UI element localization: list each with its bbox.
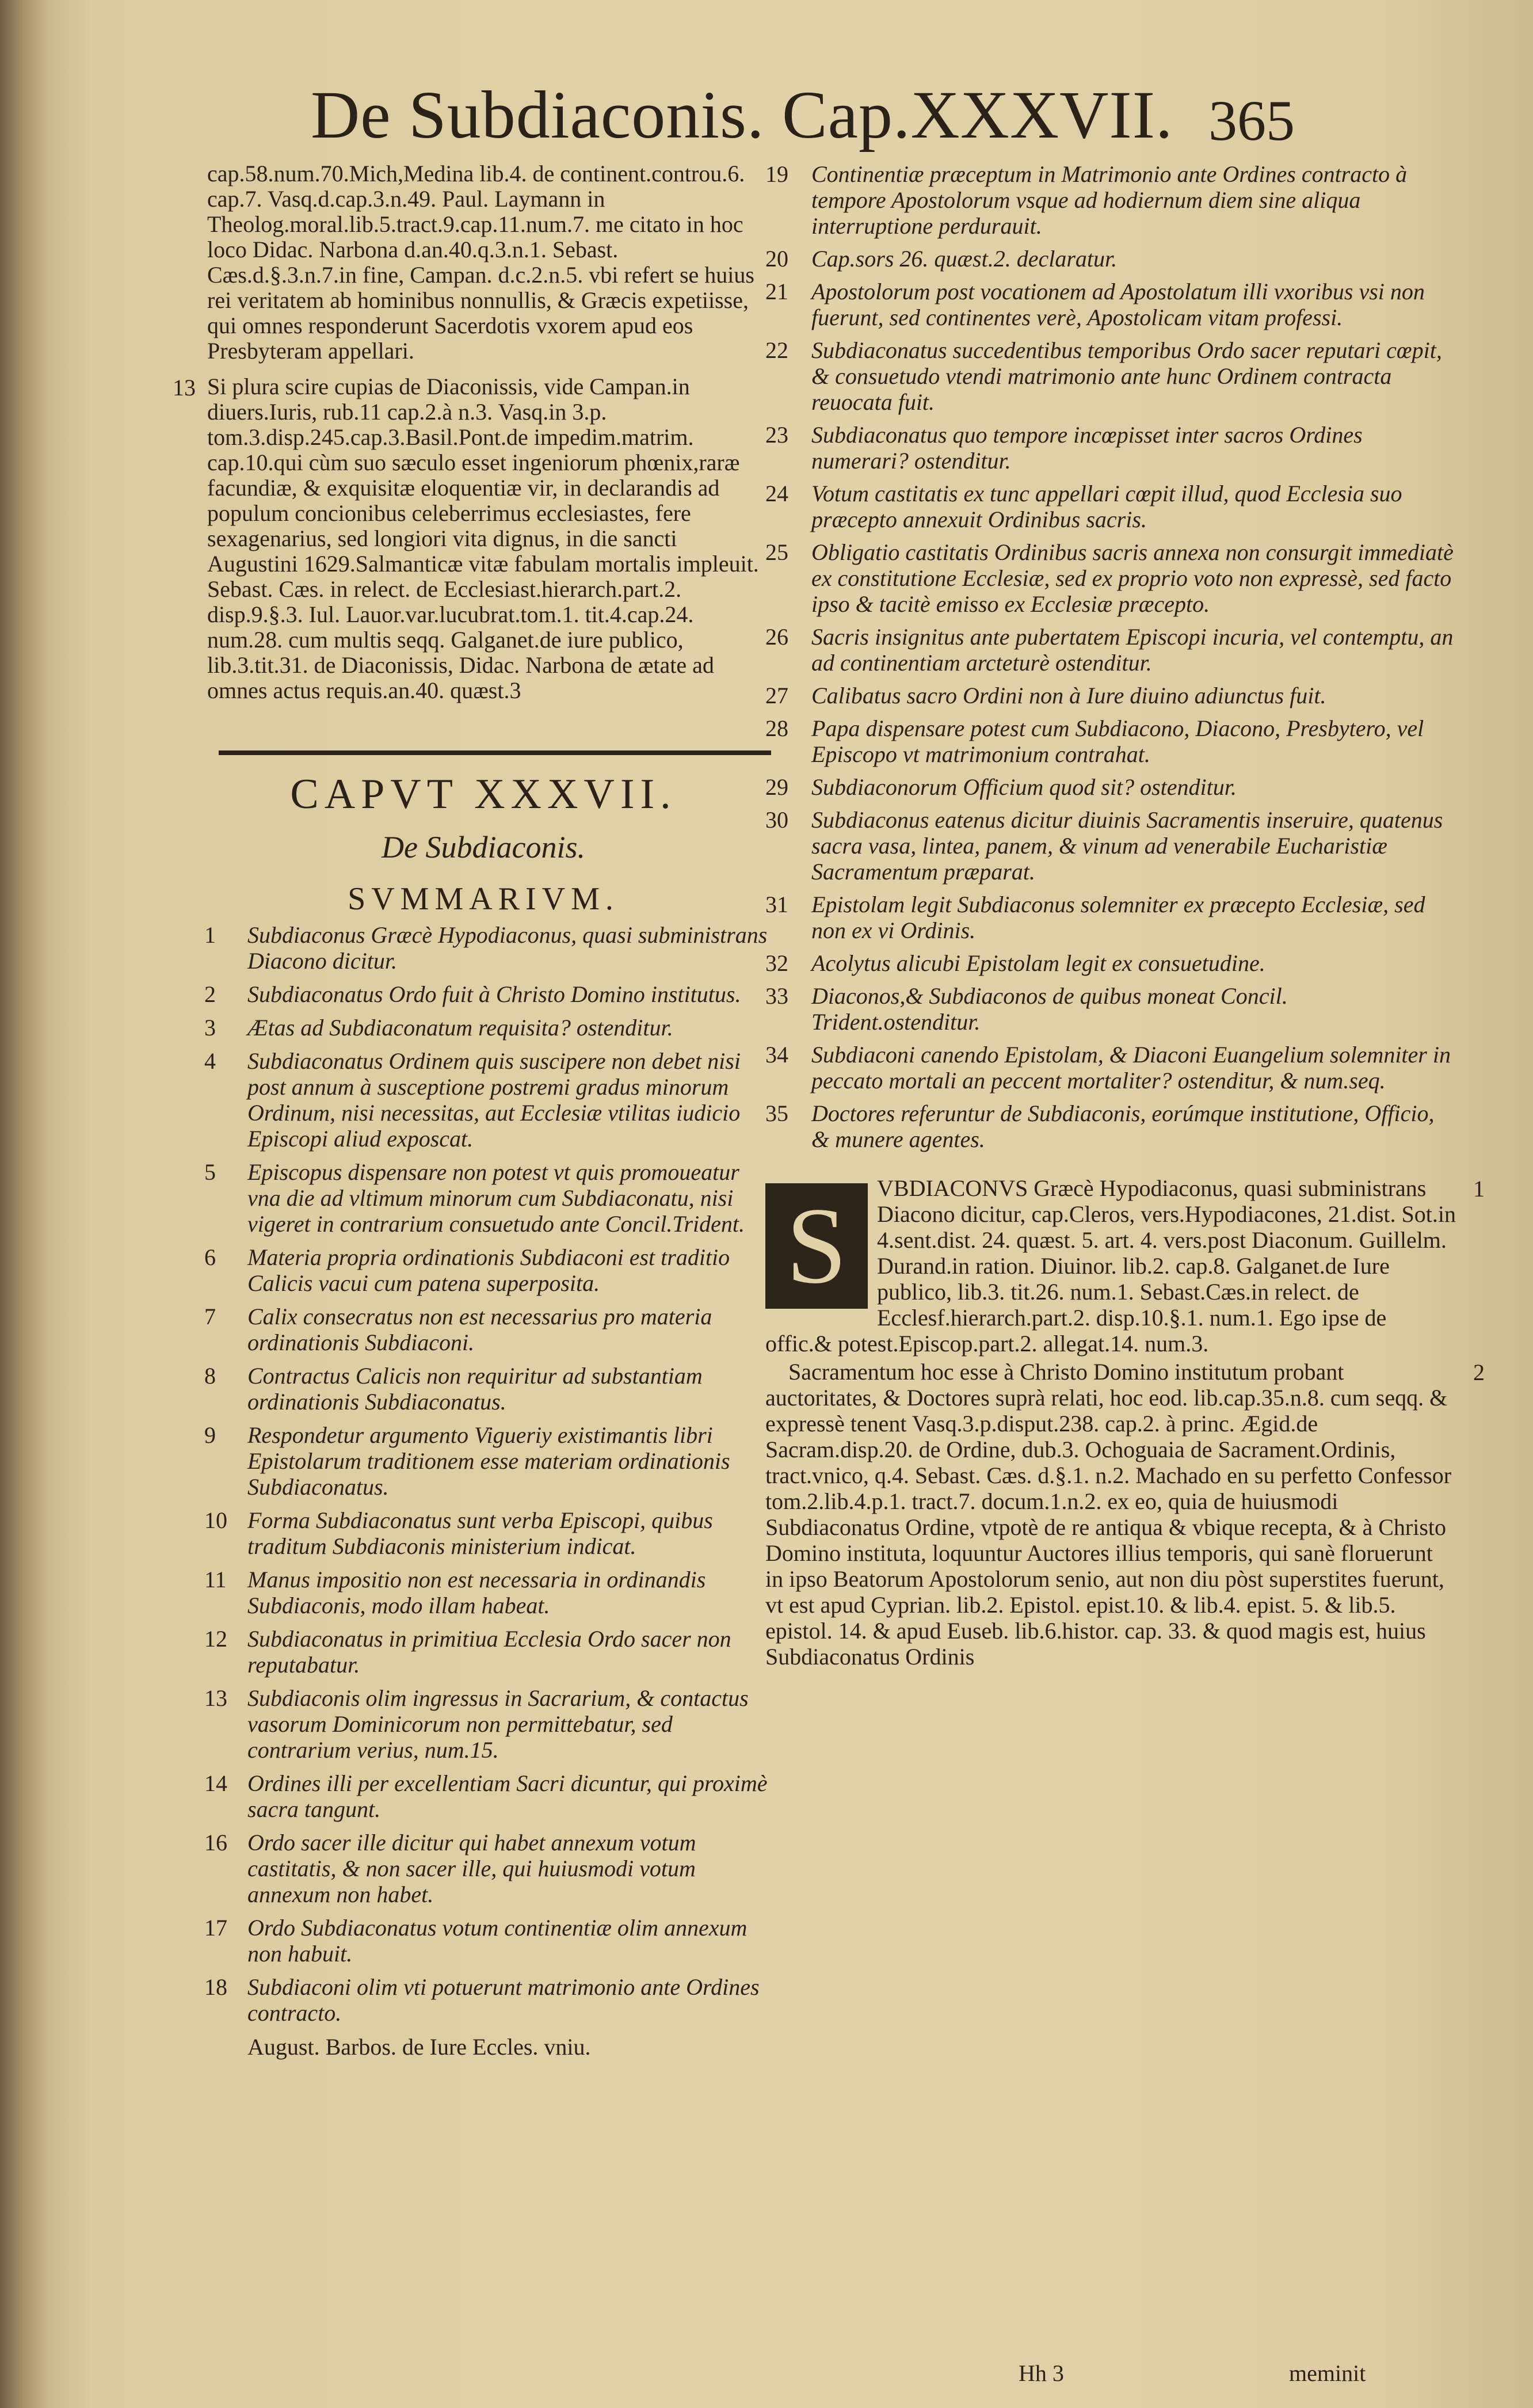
- summary-item-number: 8: [204, 1363, 216, 1389]
- summary-item-text: Ordo Subdiaconatus votum continentiæ olim annexum non habuit.: [247, 1915, 748, 1967]
- summary-item-text: Ætas ad Subdiaconatum requisita? ostenditur.: [247, 1015, 673, 1041]
- body-paragraph-1: [765, 1175, 1485, 1357]
- summary-item: [196, 1915, 771, 1967]
- summary-item: [765, 774, 1456, 800]
- paragraph-2-text: Sacramentum hoc esse à Christo Domino institutum probant auctoritates, & Doctores suprà relati, hoc eod. lib.cap.35.n.8. cum seqq. & expressè tenent Vasq.3.p.disput.238. cap.2. à princ. Ægid.de Sacram.disp.20. de Ordine, dub.3. Ochoguaia de Sacrament.Ordinis, tract.vnico, q.4. Sebast. Cæs. d.§.1. n.2. Machado en su perfetto Confessor tom.2.lib.4.p.1. tract.7. docum.1.n.2. ex eo, quia de huiusmodi Subdiaconatus Ordine, vtpotè de re antiqua & vbique recepta, & à Christo Domino instituta, loquuntur Auctores illius temporis, qui sanè floruerunt in ipso Beatorum Apostolorum senio, aut non diu pòst superstites fuerunt, vt est apud Cyprian. lib.2. Epistol. epist.10. & lib.4. epist. 5. & lib.5. epistol. 14. & apud Euseb. lib.6.histor. cap. 33. & quod magis est, huius Subdiaconatus Ordinis: [765, 1359, 1452, 1670]
- summary-item-number: 2: [204, 981, 216, 1007]
- summary-item-number: 7: [204, 1304, 216, 1329]
- summary-list-left: [196, 922, 771, 2026]
- summary-item-text: Papa dispensare potest cum Subdiacono, Diacono, Presbytero, vel Episcopo vt matrimonium contrahat.: [811, 715, 1424, 767]
- summary-item-number: 31: [765, 891, 788, 917]
- summary-item-number: 27: [765, 683, 788, 708]
- summary-item-text: Subdiaconatus Ordo fuit à Christo Domino institutus.: [247, 981, 741, 1007]
- summary-item: [765, 161, 1456, 239]
- left-column: [173, 161, 771, 2060]
- summary-list-right: [765, 161, 1456, 1152]
- summary-item-number: 25: [765, 539, 788, 565]
- summary-item-number: 21: [765, 279, 788, 304]
- summary-item: [765, 422, 1456, 474]
- summary-item-text: Subdiaconis olim ingressus in Sacrarium, & contactus vasorum Dominicorum non permittebatur, sed contrarium verius, num.15.: [247, 1685, 749, 1763]
- chapter-heading: CAPVT XXXVII.: [290, 771, 677, 818]
- summary-item-number: 30: [765, 807, 788, 833]
- summarium-heading: SVMMARIVM.: [348, 881, 619, 917]
- summary-item: [196, 981, 771, 1007]
- continuation-paragraph: cap.58.num.70.Mich,Medina lib.4. de continent.controu.6. cap.7. Vasq.d.cap.3.n.49. Paul. Laymann in Theolog.moral.lib.5.tract.9.cap.11.num.7. me citato in hoc loco Didac. Narbona d.an.40.q.3.n.1. Sebast. Cæs.d.§.3.n.7.in fine, Campan. d.c.2.n.5. vbi refert se huius rei veritatem ab hominibus nonnullis, & Græcis expetiisse, qui omnes responderunt Sacerdotis vxorem apud eos Presbyteram appellari.: [207, 161, 754, 364]
- summary-item: [196, 1830, 771, 1907]
- summary-item-text: Manus impositio non est necessaria in ordinandis Subdiaconis, modo illam habeat.: [247, 1567, 706, 1618]
- summary-item-number: 33: [765, 983, 788, 1009]
- margin-number-2: 2: [1473, 1359, 1485, 1385]
- page-number: 365: [1208, 89, 1295, 153]
- summary-item-number: 22: [765, 337, 788, 363]
- summary-item-text: Episcopus dispensare non potest vt quis promoueatur vna die ad vltimum minorum cum Subdiaconatu, nisi vigeret in contrarium consuetudo ante Concil.Trident.: [247, 1159, 745, 1237]
- summary-item: [765, 246, 1456, 272]
- chapter-subtitle: De Subdiaconis.: [382, 830, 585, 864]
- summary-item: [196, 1304, 771, 1355]
- summary-item: [765, 715, 1456, 767]
- margin-number-13: 13: [173, 375, 196, 401]
- summary-item: [196, 1974, 771, 2026]
- summary-item-number: 10: [204, 1507, 227, 1533]
- summary-item-text: Sacris insignitus ante pubertatem Episcopi incuria, vel contemptu, an ad continentiam arcteturè ostenditur.: [811, 624, 1454, 676]
- summary-item-text: Subdiaconatus quo tempore incœpisset inter sacros Ordines numerari? ostenditur.: [811, 422, 1363, 474]
- summary-item-number: 34: [765, 1042, 788, 1068]
- summary-item: [765, 891, 1456, 943]
- summary-item-text: Subdiaconatus in primitiua Ecclesia Ordo sacer non reputabatur.: [247, 1626, 731, 1678]
- summary-item-text: Obligatio castitatis Ordinibus sacris annexa non consurgit immediatè ex constitutione Ecclesiæ, sed ex proprio voto non expressè, sed facto ipso & tacitè emisso ex Ecclesiæ præcepto.: [811, 539, 1454, 617]
- summary-item: [196, 1567, 771, 1618]
- summary-item-number: 29: [765, 774, 788, 800]
- paragraph-13: Si plura scire cupias de Diaconissis, vide Campan.in diuers.Iuris, rub.11 cap.2.à n.3. Vasq.in 3.p. tom.3.disp.245.cap.3.Basil.Pont.de impedim.matrim. cap.10.qui cùm suo sæculo esset ingeniorum phœnix,raræ facundiæ, & exquisitæ eloquentiæ vir, in declarandis ad populum concionibus celeberrimus ecclesiastes, fere sexagenarius, sed longiori vita dignus, in die sancti Augustini 1629.Salmanticæ vitæ fabulam mortalis impleuit. Sebast. Cæs. in relect. de Ecclesiast.hierarch.part.2. disp.9.§.3. Iul. Lauor.var.lucubrat.tom.1. tit.4.cap.24. num.28. cum multis seqq. Galganet.de iure publico, lib.3.tit.31. de Diaconissis, Didac. Narbona de ætate ad omnes actus requis.an.40. quæst.3: [207, 374, 759, 703]
- summary-item: [196, 1159, 771, 1237]
- summary-item-text: Apostolorum post vocationem ad Apostolatum illi vxoribus vsi non fuerunt, sed continentes verè, Apostolicam vitam professi.: [811, 279, 1425, 330]
- summary-item: [196, 1363, 771, 1415]
- catchword: meminit: [1289, 2360, 1366, 2386]
- summary-item-number: 17: [204, 1915, 227, 1941]
- summary-item-text: Subdiaconorum Officium quod sit? ostenditur.: [811, 774, 1237, 800]
- summary-item-number: 1: [204, 922, 216, 948]
- summary-item-text: Ordines illi per excellentiam Sacri dicuntur, qui proximè sacra tangunt.: [247, 1770, 768, 1822]
- summary-item: [765, 539, 1456, 617]
- summary-item-text: Materia propria ordinationis Subdiaconi est traditio Calicis vacui cum patena superposita.: [247, 1244, 730, 1296]
- summary-item-number: 23: [765, 422, 788, 448]
- summary-item-text: Subdiaconus Græcè Hypodiaconus, quasi subministrans Diacono dicitur.: [247, 922, 768, 974]
- summary-item-number: 32: [765, 950, 788, 976]
- summary-item-number: 12: [204, 1626, 227, 1652]
- summary-item-text: Subdiaconus eatenus dicitur diuinis Sacramentis inseruire, quatenus sacra vasa, lintea, panem, & vinum ad venerabile Eucharistiæ Sacramentum præparat.: [811, 807, 1443, 885]
- summary-item-text: Calibatus sacro Ordini non à Iure diuino adiunctus fuit.: [811, 683, 1326, 708]
- summary-item: [196, 1244, 771, 1296]
- summary-item: [765, 950, 1456, 976]
- summary-item: [765, 683, 1456, 708]
- summary-item-number: 24: [765, 481, 788, 506]
- summary-item-number: 6: [204, 1244, 216, 1270]
- summary-item-text: Votum castitatis ex tunc appellari cœpit illud, quod Ecclesia suo præcepto annexuit Ordinibus sacris.: [811, 481, 1402, 532]
- section-rule: [219, 750, 771, 755]
- summary-item: [196, 922, 771, 974]
- summary-item-text: Cap.sors 26. quæst.2. declaratur.: [811, 246, 1118, 272]
- summary-item-number: 20: [765, 246, 788, 272]
- drop-cap-initial: S: [765, 1183, 868, 1309]
- summary-item-text: Epistolam legit Subdiaconus solemniter ex præcepto Ecclesiæ, sed non ex vi Ordinis.: [811, 891, 1425, 943]
- summary-item-text: Respondetur argumento Vigueriy existimantis libri Epistolarum traditionem esse materiam ordinationis Subdiaconatus.: [247, 1422, 730, 1500]
- summary-item-number: 16: [204, 1830, 227, 1855]
- summary-item-text: Contractus Calicis non requiritur ad substantiam ordinationis Subdiaconatus.: [247, 1363, 703, 1415]
- summary-item: [765, 807, 1456, 885]
- summary-item-number: 26: [765, 624, 788, 650]
- summary-item-text: Subdiaconi olim vti potuerunt matrimonio ante Ordines contracto.: [247, 1974, 760, 2026]
- summary-item: [196, 1507, 771, 1559]
- summary-item: [765, 481, 1456, 532]
- summary-item: [196, 1422, 771, 1500]
- summary-item-number: 35: [765, 1100, 788, 1126]
- footer-line: August. Barbos. de Iure Eccles. vniu.: [247, 2034, 591, 2060]
- right-column: [765, 161, 1485, 1670]
- summary-item: [765, 1042, 1456, 1093]
- summary-item: [196, 1626, 771, 1678]
- summary-item: [196, 1048, 771, 1152]
- summary-item-number: 18: [204, 1974, 227, 2000]
- margin-number-1: 1: [1473, 1176, 1485, 1202]
- summary-item: [196, 1685, 771, 1763]
- summary-item-number: 4: [204, 1048, 216, 1074]
- summary-item-text: Subdiaconatus Ordinem quis suscipere non debet nisi post annum à susceptione postremi gradus minorum Ordinum, nisi necessitas, aut Ecclesiæ vtilitas iudicio Episcopi aliud exposcat.: [247, 1048, 741, 1152]
- summary-item-number: 9: [204, 1422, 216, 1448]
- summary-item-number: 19: [765, 161, 788, 187]
- summary-item: [765, 279, 1456, 330]
- summary-item-number: 13: [204, 1685, 227, 1711]
- summary-item-text: Forma Subdiaconatus sunt verba Episcopi, quibus traditum Subdiaconis ministerium indicat.: [247, 1507, 713, 1559]
- signature-mark: Hh 3: [1019, 2360, 1064, 2386]
- summary-item-text: Subdiaconi canendo Epistolam, & Diaconi Euangelium solemniter in peccato mortali an peccent mortaliter? ostenditur, & num.seq.: [811, 1042, 1451, 1093]
- summary-item-text: Doctores referuntur de Subdiaconis, eorúmque institutione, Officio, & munere agentes.: [811, 1100, 1435, 1152]
- summary-item: [196, 1015, 771, 1041]
- summary-item-number: 28: [765, 715, 788, 741]
- summary-item: [765, 1100, 1456, 1152]
- body-paragraph-2: [765, 1359, 1485, 1670]
- summary-item: [196, 1770, 771, 1822]
- summary-item: [765, 983, 1456, 1035]
- summary-item-number: 3: [204, 1015, 216, 1041]
- summary-item-number: 5: [204, 1159, 216, 1185]
- summary-item-text: Continentiæ præceptum in Matrimonio ante Ordines contracto à tempore Apostolorum vsque ad hodiernum diem sine aliqua interruptione perdurauit.: [811, 161, 1408, 239]
- paragraph-1-text: VBDIACONVS Græcè Hypodiaconus, quasi subministrans Diacono dicitur, cap.Cleros, vers.Hypodiacones, 21.dist. Sot.in 4.sent.dist. 24. quæst. 5. art. 4. vers.post Diaconum. Guillelm. Durand.in ration. Diuinor. lib.2. cap.8. Galganet.de Iure publico, lib.3. tit.26. num.1. Sebast.Cæs.in relect. de Ecclesf.hierarch.part.2. disp.10.§.1. num.1. Ego ipse de offic.& potest.Episcop.part.2. allegat.14. num.3.: [765, 1175, 1456, 1357]
- summary-item: [765, 337, 1456, 415]
- summary-item-number: 11: [204, 1567, 227, 1592]
- summary-item-text: Calix consecratus non est necessarius pro materia ordinationis Subdiaconi.: [247, 1304, 712, 1355]
- running-title: De Subdiaconis. Cap.XXXVII.: [311, 77, 1173, 153]
- summary-item-number: 14: [204, 1770, 227, 1796]
- summary-item-text: Ordo sacer ille dicitur qui habet annexum votum castitatis, & non sacer ille, qui huiusmodi votum annexum non habet.: [247, 1830, 696, 1907]
- summary-item: [765, 624, 1456, 676]
- summary-item-text: Acolytus alicubi Epistolam legit ex consuetudine.: [811, 950, 1265, 976]
- summary-item-text: Subdiaconatus succedentibus temporibus Ordo sacer reputari cœpit, & consuetudo vtendi matrimonio ante hunc Ordinem contracta reuocata fuit.: [811, 337, 1442, 415]
- summary-item-text: Diaconos,& Subdiaconos de quibus moneat Concil. Trident.ostenditur.: [811, 983, 1288, 1035]
